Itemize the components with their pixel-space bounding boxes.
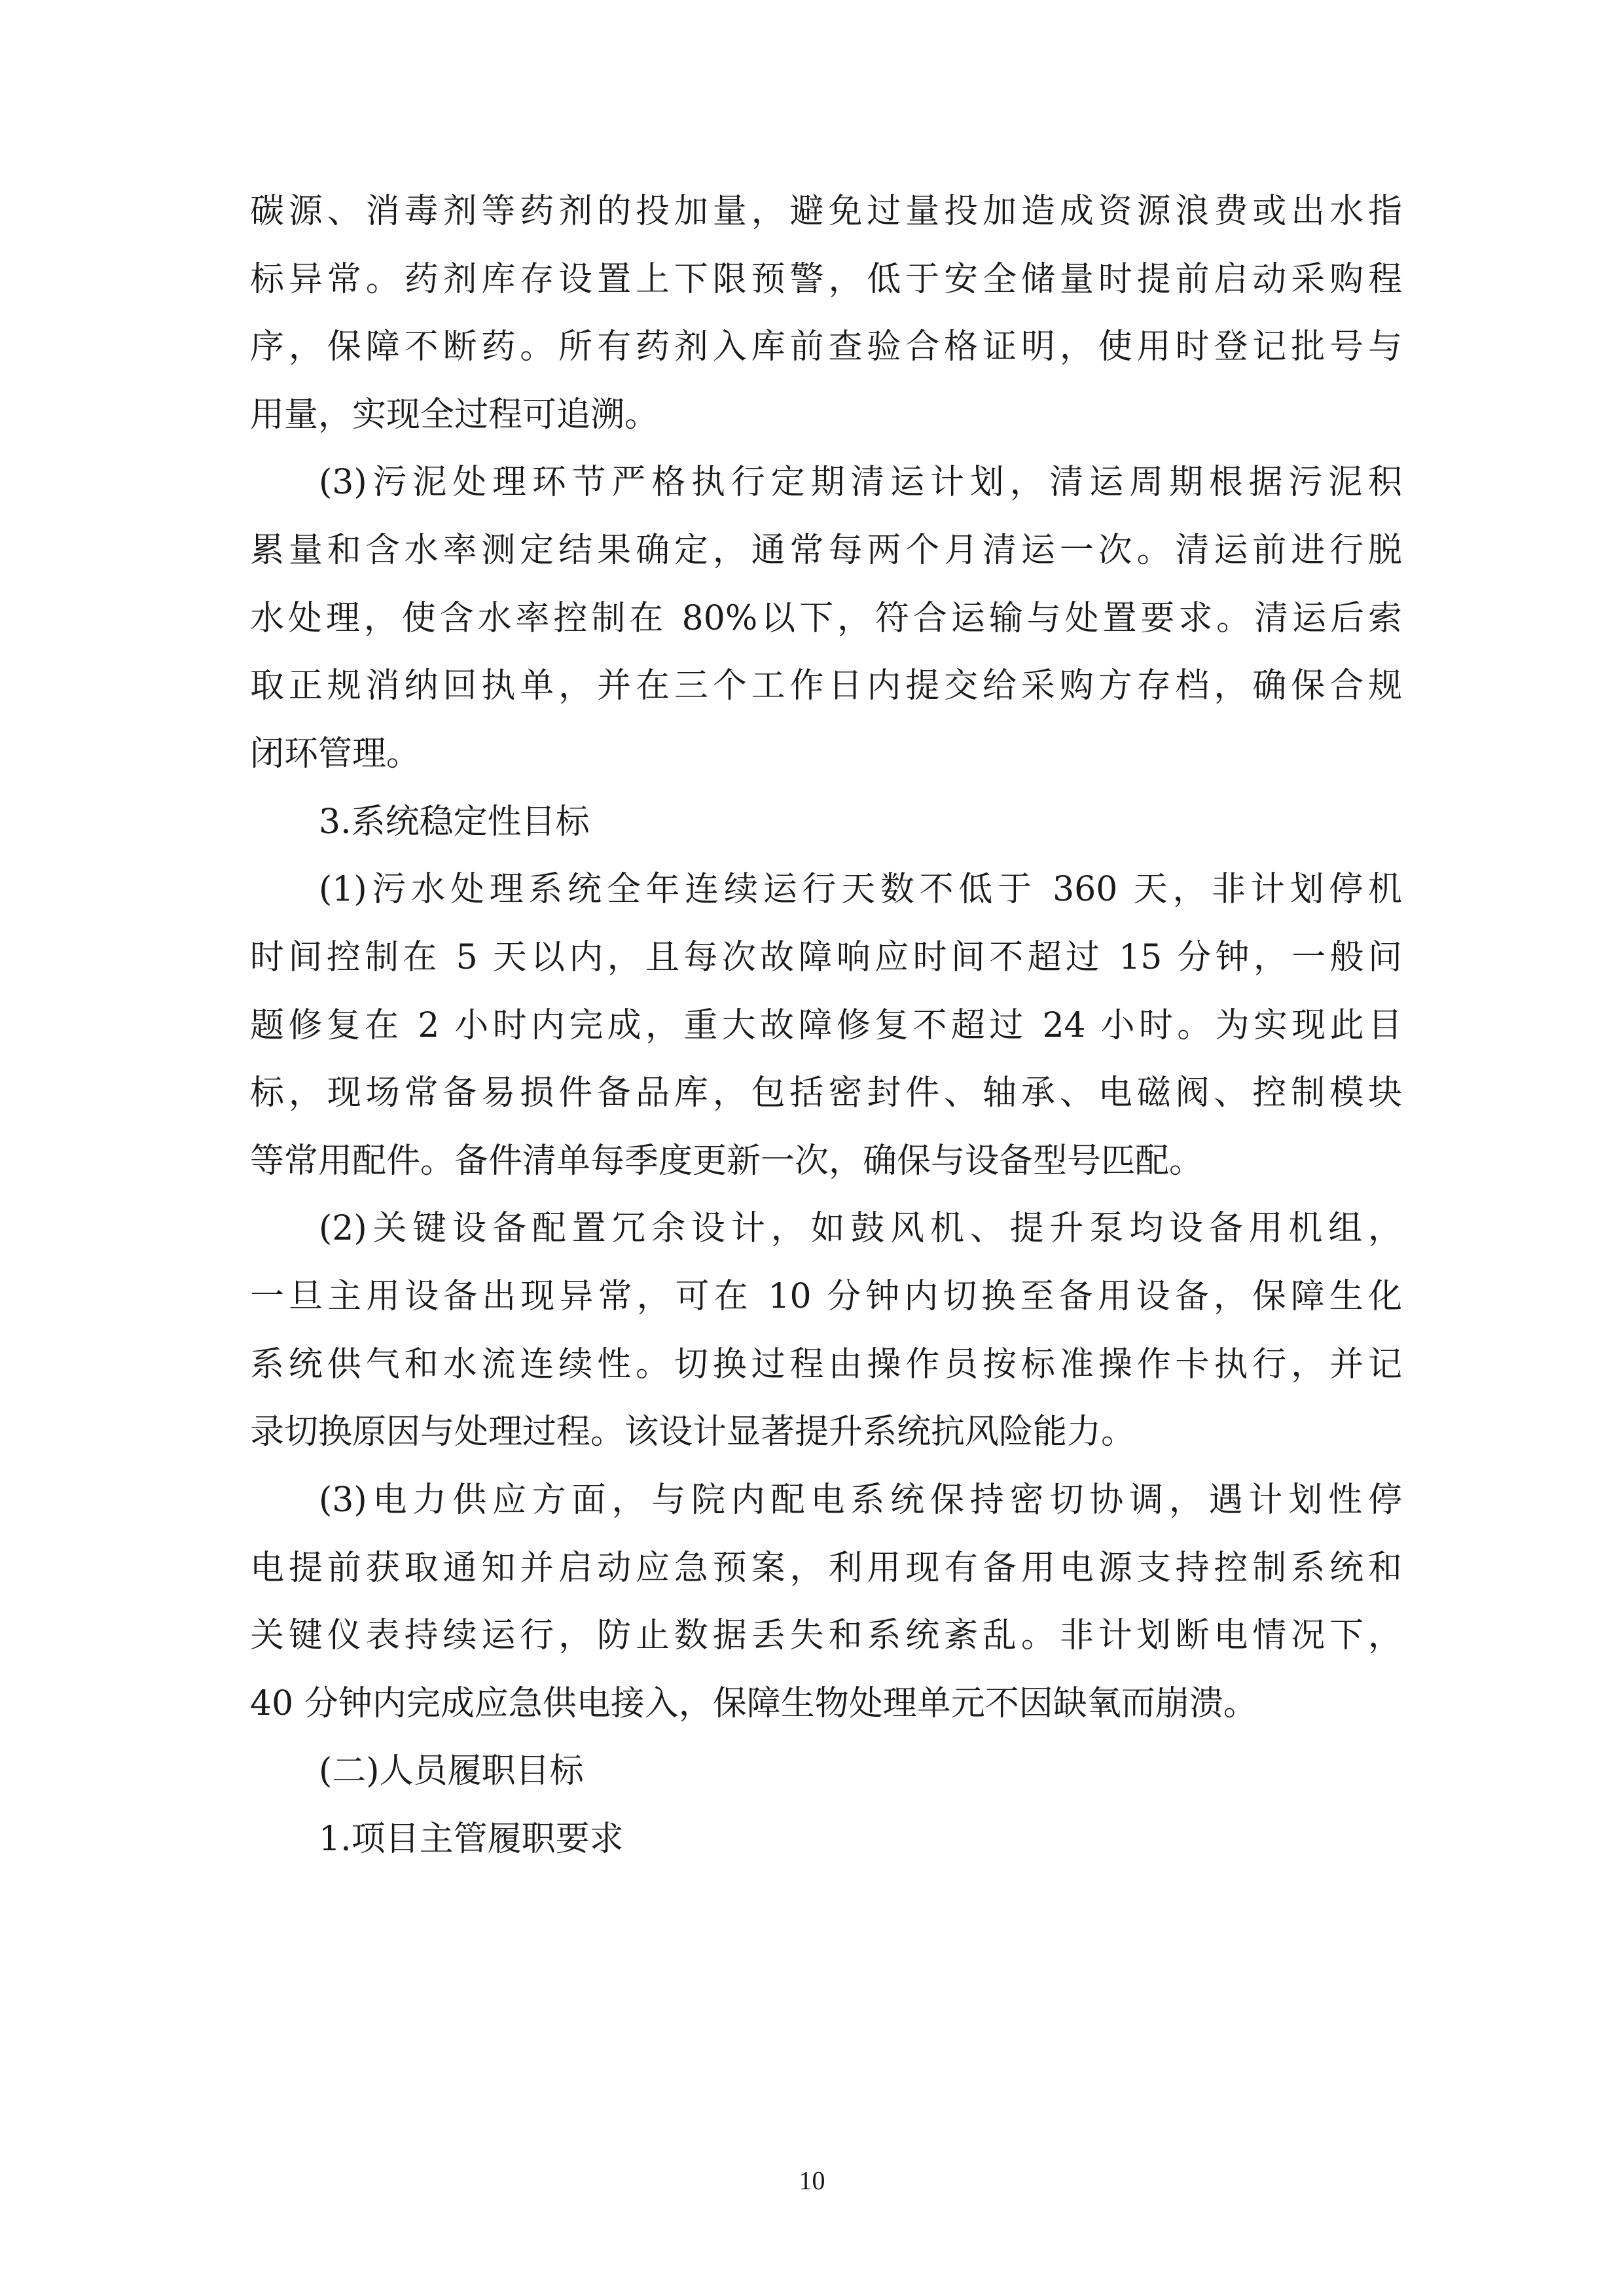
body-text-line: (2)关键设备配置冗余设计，如鼓风机、提升泵均设备用机组， — [319, 1209, 1402, 1248]
body-text-line: 关键仪表持续运行，防止数据丢失和系统紊乱。非计划断电情况下， — [250, 1616, 1402, 1655]
body-text-line: 电提前获取通知并启动应急预案，利用现有备用电源支持控制系统和 — [250, 1549, 1402, 1588]
body-text-line: 40 分钟内完成应急供电接入，保障生物处理单元不因缺氧而崩溃。 — [250, 1684, 1257, 1723]
section-heading: (二)人员履职目标 — [319, 1751, 584, 1791]
body-text-line: 标异常。药剂库存设置上下限预警，低于安全储量时提前启动采购程 — [250, 260, 1402, 299]
section-heading: 3.系统稳定性目标 — [319, 802, 590, 842]
body-text-line: 碳源、消毒剂等药剂的投加量，避免过量投加造成资源浪费或出水指 — [250, 192, 1402, 231]
body-text-line: 闭环管理。 — [250, 734, 421, 774]
body-text-line: (1)污水处理系统全年连续运行天数不低于 360 天，非计划停机 — [319, 870, 1402, 909]
body-text-line: 题修复在 2 小时内完成，重大故障修复不超过 24 小时。为实现此目 — [250, 1006, 1402, 1045]
body-text-line: 录切换原因与处理过程。该设计显著提升系统抗风险能力。 — [250, 1412, 1136, 1452]
body-text-line: 等常用配件。备件清单每季度更新一次，确保与设备型号匹配。 — [250, 1141, 1204, 1181]
body-text-line: 累量和含水率测定结果确定，通常每两个月清运一次。清运前进行脱 — [250, 531, 1402, 570]
body-text-line: 时间控制在 5 天以内，且每次故障响应时间不超过 15 分钟，一般问 — [250, 938, 1402, 977]
body-text-line: 序，保障不断药。所有药剂入库前查验合格证明，使用时登记批号与 — [250, 327, 1402, 367]
body-text-line: 一旦主用设备出现异常，可在 10 分钟内切换至备用设备，保障生化 — [250, 1277, 1402, 1316]
body-text-line: 用量，实现全过程可追溯。 — [250, 395, 659, 435]
body-text-line: 取正规消纳回执单，并在三个工作日内提交给采购方存档，确保合规 — [250, 666, 1402, 706]
page-number: 10 — [799, 2166, 825, 2195]
section-heading: 1.项目主管履职要求 — [319, 1820, 624, 1859]
body-text-line: 水处理，使含水率控制在 80%以下，符合运输与处置要求。清运后索 — [250, 599, 1402, 638]
body-text-line: 系统供气和水流连续性。切换过程由操作员按标准操作卡执行，并记 — [250, 1345, 1402, 1384]
body-text-line: 标，现场常备易损件备品库，包括密封件、轴承、电磁阀、控制模块 — [250, 1073, 1402, 1113]
body-text-line: (3)污泥处理环节严格执行定期清运计划，清运周期根据污泥积 — [319, 463, 1402, 502]
body-text-line: (3)电力供应方面，与院内配电系统保持密切协调，遇计划性停 — [319, 1480, 1402, 1520]
